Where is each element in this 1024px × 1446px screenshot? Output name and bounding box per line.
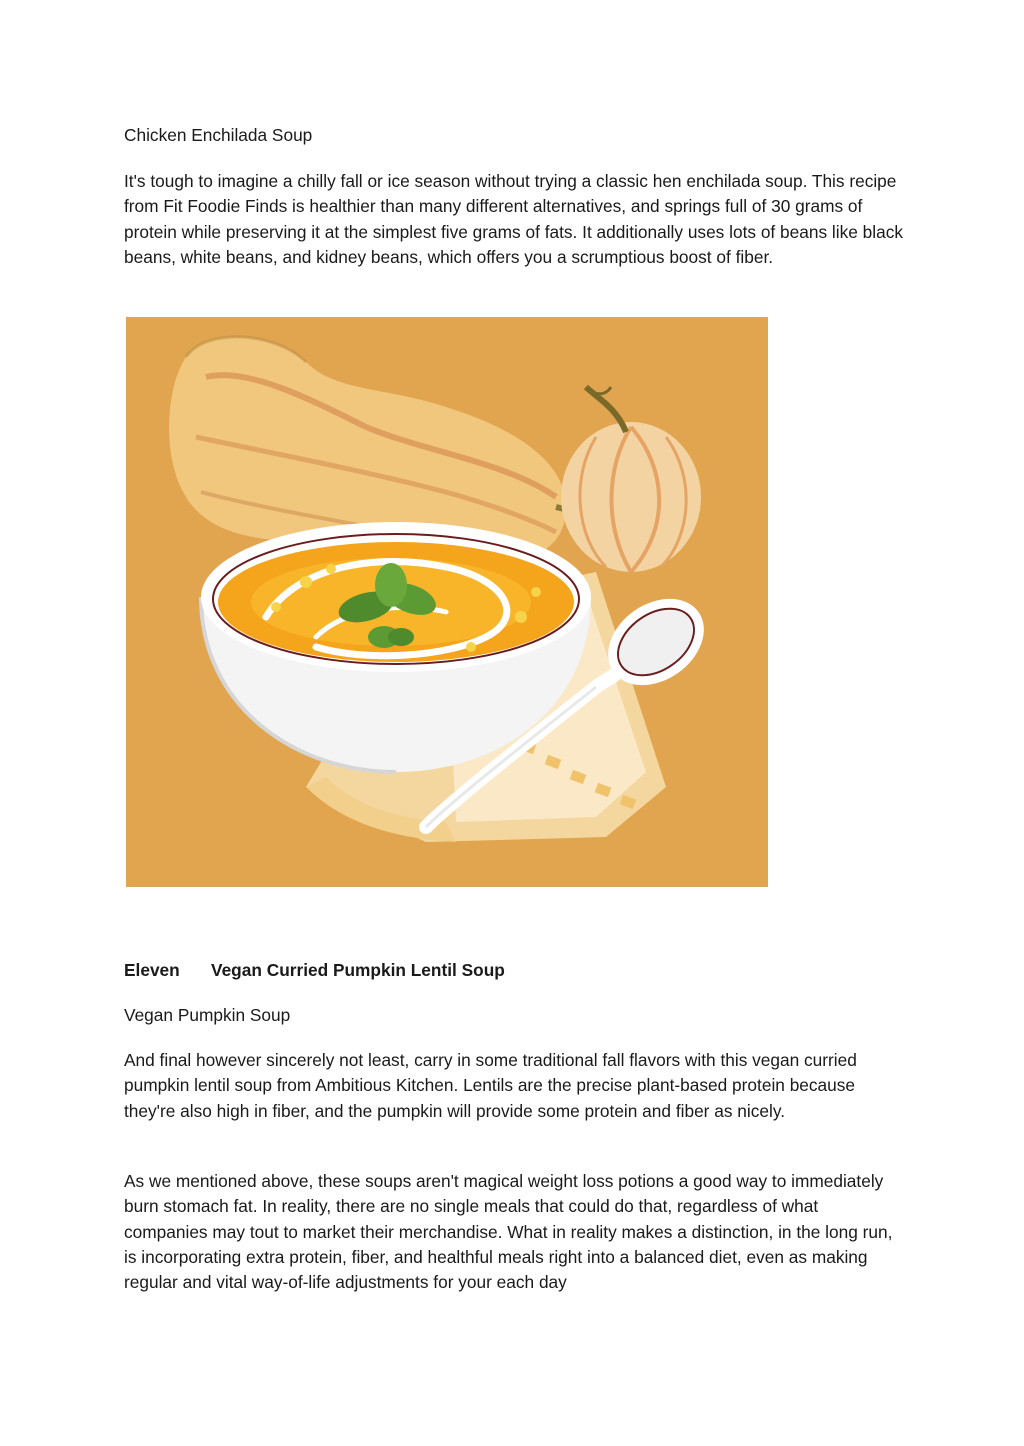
recipe-description-paragraph-2: And final however sincerely not least, carry in some traditional fall flavors with this vegan curried pumpkin lentil soup from Ambitious Kitchen. Lentils are the precise plant-based protein because they're also high in fiber, and the pumpkin will provide some protein and fiber as nicely.: [124, 1050, 857, 1121]
recipe-subtitle-2: Vegan Pumpkin Soup: [124, 1005, 291, 1025]
section-number: Eleven: [124, 960, 180, 980]
closing-paragraph: As we mentioned above, these soups aren't magical weight loss potions a good way to immediately burn stomach fat. In reality, there are no single meals that could do that, regardless of what companies may tout to market their merchandise. What in reality makes a distinction, in the long run, is incorporating extra protein, fiber, and healthful meals right into a balanced diet, even as making regular and vital way-of-life adjustments for your each day: [124, 1171, 893, 1293]
section-title: Vegan Curried Pumpkin Lentil Soup: [211, 960, 505, 980]
recipe-description-paragraph: It's tough to imagine a chilly fall or ice season without trying a classic hen enchilada soup. This recipe from Fit Foodie Finds is healthier than many different alternatives, and springs full of 30 grams of protein while preserving it at the simplest five grams of fats. It additionally uses lots of beans like black beans, white beans, and kidney beans, which offers you a scrumptious boost of fiber.: [124, 171, 903, 267]
section-heading: [124, 958, 505, 983]
soup-illustration: [126, 317, 768, 887]
pumpkin-shape: [561, 387, 701, 572]
recipe-subtitle: Chicken Enchilada Soup: [124, 125, 313, 145]
